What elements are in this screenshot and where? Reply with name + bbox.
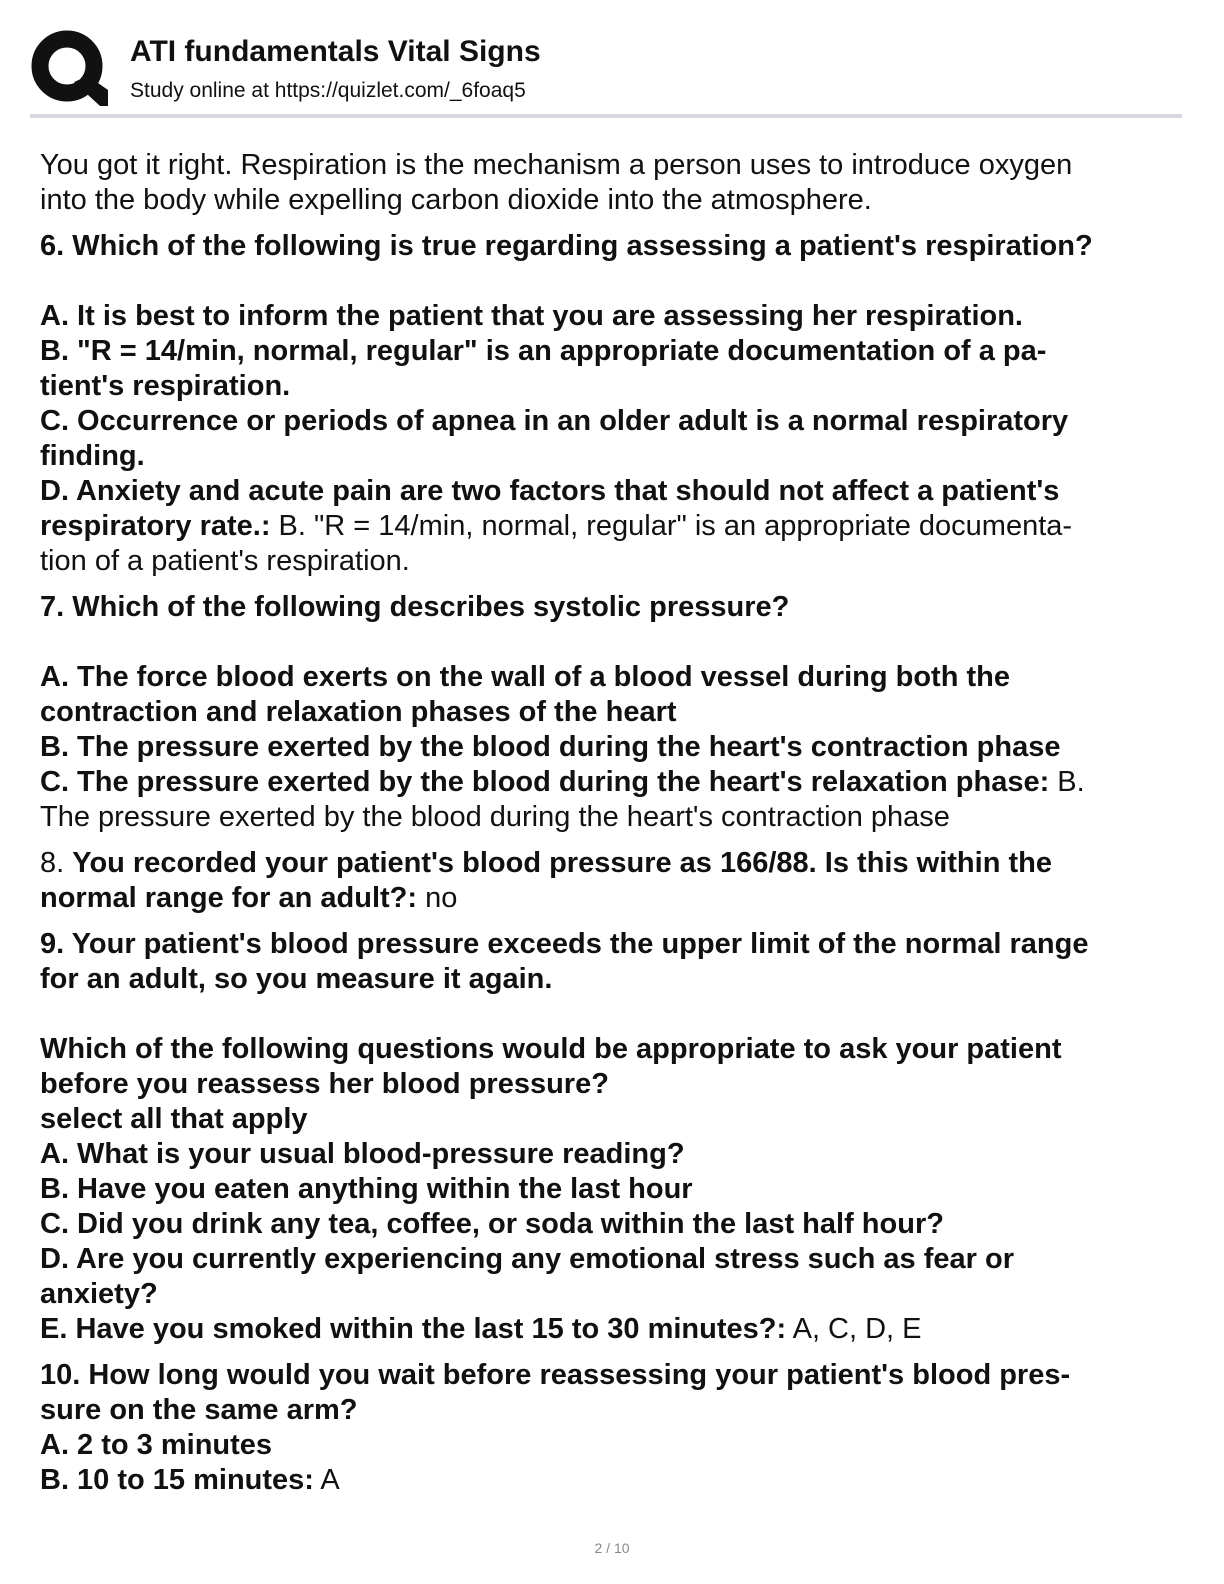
answer-text: no — [417, 882, 458, 914]
option-line: A. It is best to inform the patient that you are assessing her respiration. — [40, 300, 1023, 332]
text-line: You got it right. Respiration is the mechanism a person uses to introduce oxygen — [40, 149, 1073, 181]
page-number: 2 / 10 — [594, 1540, 630, 1556]
question-10 — [40, 1358, 1180, 1498]
page-header — [30, 28, 1182, 116]
question-8 — [40, 846, 1180, 916]
answer-line: The pressure exerted by the blood during the heart's contraction phase — [40, 801, 950, 833]
option-line: contraction and relaxation phases of the heart — [40, 696, 677, 728]
option-line: A. The force blood exerts on the wall of a blood vessel during both the — [40, 661, 1010, 693]
answer-line — [40, 881, 1180, 916]
question-line: before you reassess her blood pressure? — [40, 1068, 609, 1100]
flashcard-content — [40, 148, 1180, 1509]
question-text: respiratory rate.: — [40, 510, 271, 542]
option-line: anxiety? — [40, 1278, 158, 1310]
answer-text: B. "R = 14/min, normal, regular" is an appropriate documenta- — [270, 510, 1073, 542]
document-title: ATI fundamentals Vital Signs — [130, 35, 541, 68]
question-number: 8. — [40, 847, 73, 879]
quizlet-logo-icon — [30, 28, 110, 108]
question-text: B. 10 to 15 minutes: — [40, 1464, 314, 1496]
option-line: B. "R = 14/min, normal, regular" is an appropriate documentation of a pa- — [40, 335, 1047, 367]
question-line: 10. How long would you wait before reassessing your patient's blood pres- — [40, 1359, 1071, 1391]
question-text: E. Have you smoked within the last 15 to 30 minutes?: — [40, 1313, 787, 1345]
question-text: normal range for an adult?: — [40, 882, 418, 914]
question-line: 9. Your patient's blood pressure exceeds the upper limit of the normal range — [40, 928, 1089, 960]
option-line: D. Anxiety and acute pain are two factors that should not affect a patient's — [40, 475, 1060, 507]
question-6 — [40, 229, 1180, 579]
question-line: sure on the same arm? — [40, 1394, 358, 1426]
header-divider — [30, 114, 1182, 118]
question-9 — [40, 927, 1180, 1347]
text-line: into the body while expelling carbon dioxide into the atmosphere. — [40, 184, 872, 216]
answer-line — [40, 1463, 1180, 1498]
answer-text: B. — [1049, 766, 1085, 798]
question-7 — [40, 590, 1180, 835]
answer-text: A — [313, 1464, 340, 1496]
question-text: You recorded your patient's blood pressure as 166/88. Is this within the — [72, 847, 1052, 879]
option-line: B. Have you eaten anything within the last hour — [40, 1173, 693, 1205]
spacer — [40, 625, 1180, 660]
option-line: C. Occurrence or periods of apnea in an older adult is a normal respiratory — [40, 405, 1069, 437]
question-line: 7. Which of the following describes systolic pressure? — [40, 591, 790, 623]
option-line: finding. — [40, 440, 145, 472]
spacer — [40, 997, 1180, 1032]
question-text: C. The pressure exerted by the blood during the heart's relaxation phase: — [40, 766, 1050, 798]
intro-answer — [40, 148, 1180, 218]
answer-text: A, C, D, E — [786, 1313, 922, 1345]
answer-line — [40, 1312, 1180, 1347]
option-line: tient's respiration. — [40, 370, 291, 402]
question-line: for an adult, so you measure it again. — [40, 963, 553, 995]
question-line: 6. Which of the following is true regarding assessing a patient's respiration? — [40, 230, 1093, 262]
answer-line — [40, 765, 1180, 800]
question-line: Which of the following questions would be appropriate to ask your patient — [40, 1033, 1062, 1065]
option-line: D. Are you currently experiencing any emotional stress such as fear or — [40, 1243, 1014, 1275]
answer-line — [40, 509, 1180, 544]
option-line: A. 2 to 3 minutes — [40, 1429, 273, 1461]
option-line: A. What is your usual blood-pressure reading? — [40, 1138, 685, 1170]
option-line: C. Did you drink any tea, coffee, or soda within the last half hour? — [40, 1208, 944, 1240]
option-line: B. The pressure exerted by the blood during the heart's contraction phase — [40, 731, 1061, 763]
answer-line: tion of a patient's respiration. — [40, 545, 410, 577]
question-line: select all that apply — [40, 1103, 308, 1135]
spacer — [40, 264, 1180, 299]
study-link[interactable]: Study online at https://quizlet.com/_6foaq5 — [130, 79, 526, 102]
question-line — [40, 846, 1180, 881]
